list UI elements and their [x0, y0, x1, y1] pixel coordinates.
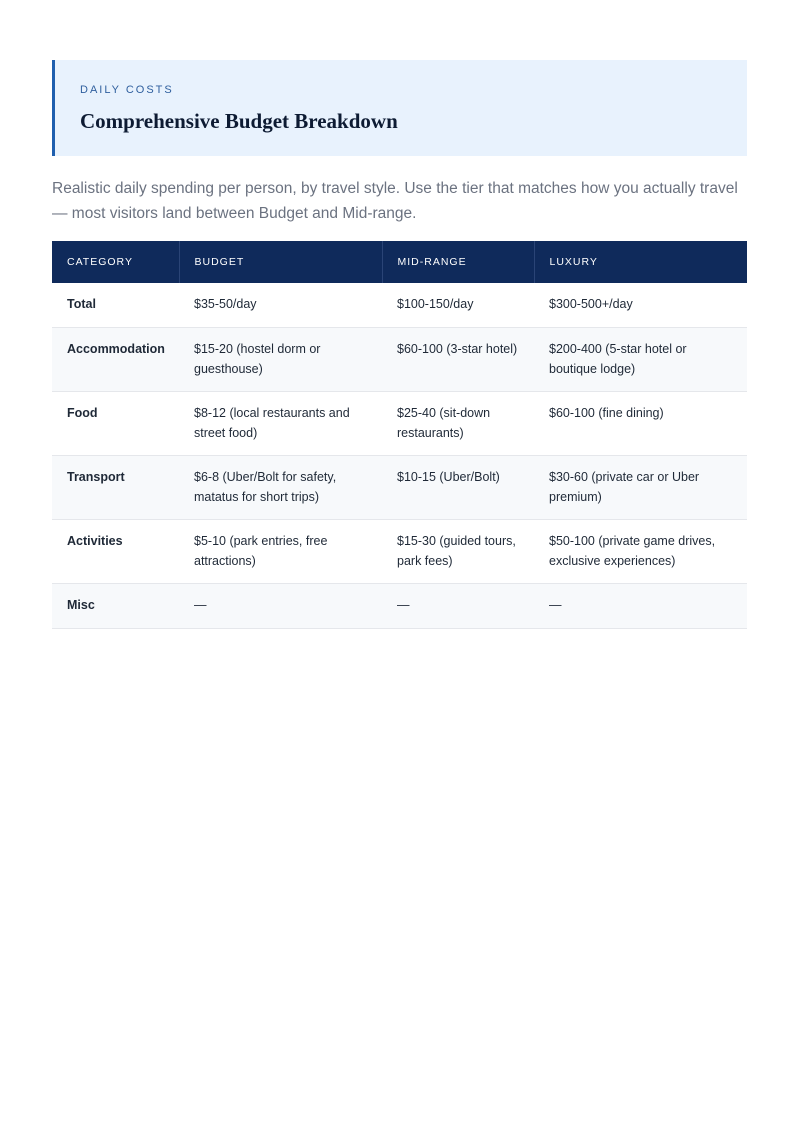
column-header-luxury: LUXURY	[534, 241, 747, 283]
mid-range-cell: —	[382, 583, 534, 628]
row-category: Misc	[52, 583, 179, 628]
luxury-cell: $300-500+/day	[534, 283, 747, 327]
table-header-row	[52, 241, 747, 283]
row-category: Activities	[52, 519, 179, 583]
budget-cell: $8-12 (local restaurants and street food)	[179, 391, 382, 455]
budget-cell: $5-10 (park entries, free attractions)	[179, 519, 382, 583]
mid-range-cell: $25-40 (sit-down restaurants)	[382, 391, 534, 455]
table-row	[52, 455, 747, 519]
luxury-cell: —	[534, 583, 747, 628]
mid-range-cell: $10-15 (Uber/Bolt)	[382, 455, 534, 519]
table-row	[52, 283, 747, 327]
budget-cell: $6-8 (Uber/Bolt for safety, matatus for short trips)	[179, 455, 382, 519]
luxury-cell: $30-60 (private car or Uber premium)	[534, 455, 747, 519]
mid-range-cell: $100-150/day	[382, 283, 534, 327]
section-eyebrow: DAILY COSTS	[80, 84, 174, 96]
intro-paragraph: Realistic daily spending per person, by travel style. Use the tier that matches how you actually travel — most visitors land between Budget and Mid-range.	[52, 180, 738, 222]
budget-table	[52, 241, 747, 629]
budget-cell: $35-50/day	[179, 283, 382, 327]
table-row	[52, 583, 747, 628]
section-header-card	[52, 60, 747, 156]
luxury-cell: $60-100 (fine dining)	[534, 391, 747, 455]
column-header-mid-range: MID-RANGE	[382, 241, 534, 283]
table-row	[52, 327, 747, 391]
mid-range-cell: $15-30 (guided tours, park fees)	[382, 519, 534, 583]
table-row	[52, 391, 747, 455]
row-category: Total	[52, 283, 179, 327]
column-header-budget: BUDGET	[179, 241, 382, 283]
table-row	[52, 519, 747, 583]
row-category: Transport	[52, 455, 179, 519]
row-category: Accommodation	[52, 327, 179, 391]
column-header-category: CATEGORY	[52, 241, 179, 283]
budget-cell: —	[179, 583, 382, 628]
luxury-cell: $200-400 (5-star hotel or boutique lodge)	[534, 327, 747, 391]
section-title: Comprehensive Budget Breakdown	[80, 109, 398, 133]
budget-cell: $15-20 (hostel dorm or guesthouse)	[179, 327, 382, 391]
mid-range-cell: $60-100 (3-star hotel)	[382, 327, 534, 391]
luxury-cell: $50-100 (private game drives, exclusive experiences)	[534, 519, 747, 583]
row-category: Food	[52, 391, 179, 455]
